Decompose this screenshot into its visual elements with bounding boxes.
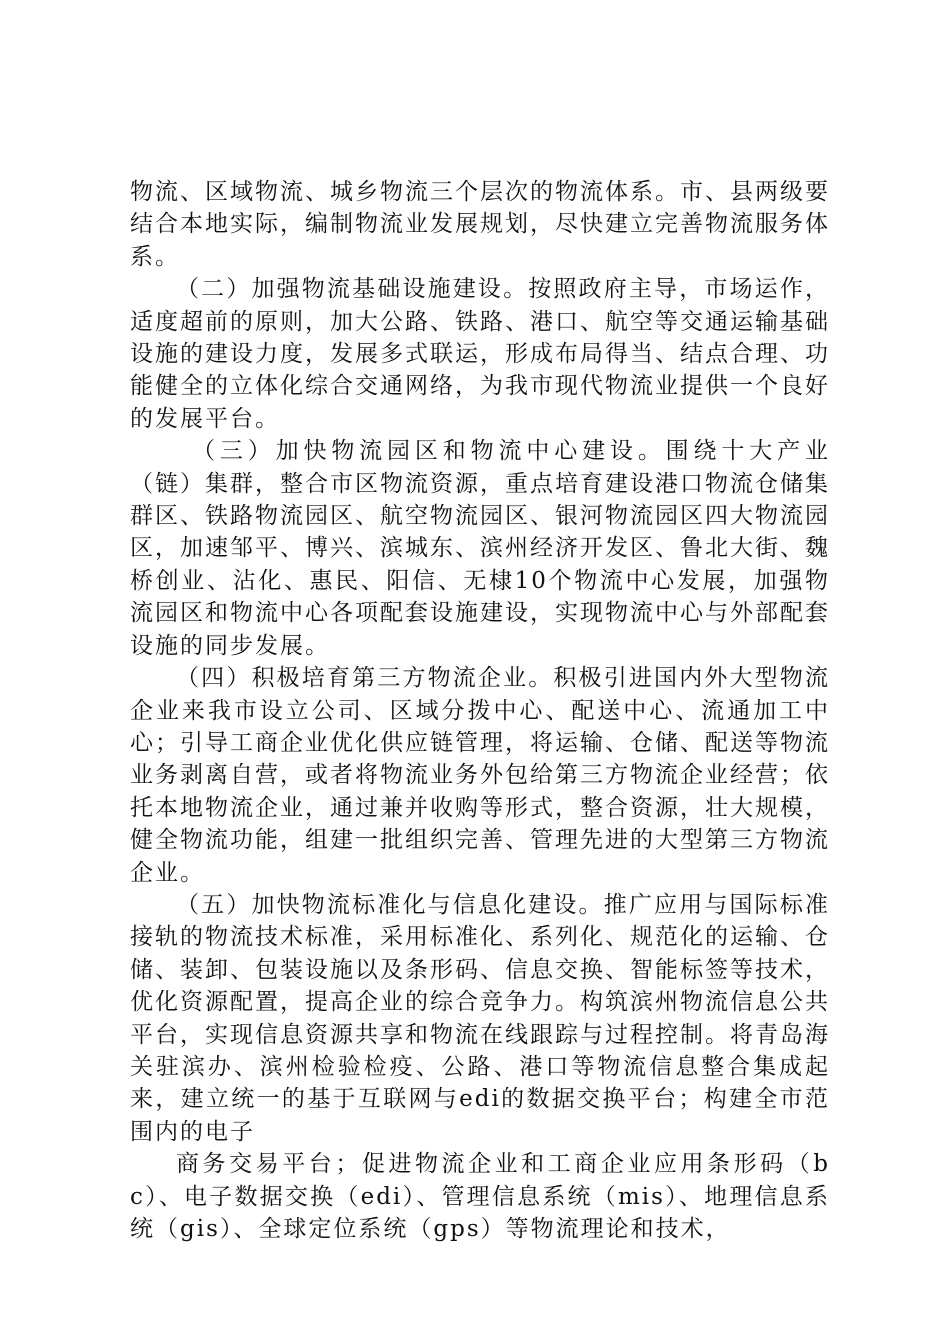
document-body [130, 176, 830, 1245]
paragraph-ecommerce-platform: 商务交易平台；促进物流企业和工商企业应用条形码（bc）、电子数据交换（edi）、管理信息系统（mis）、地理信息系统（gis）、全球定位系统（gps）等物流理论和技术， [130, 1151, 830, 1242]
paragraph-logistics-parks: （三）加快物流园区和物流中心建设。围绕十大产业（链）集群，整合市区物流资源，重点培育建设港口物流仓储集群区、铁路物流园区、航空物流园区、银河物流园区四大物流园区，加速邹平、博兴、滨城东、滨州经济开发区、鲁北大街、魏桥创业、沾化、惠民、阳信、无棣10个物流中心发展，加强物流园区和物流中心各项配套设施建设，实现物流中心与外部配套设施的同步发展。 [130, 438, 830, 659]
paragraph-standardization-informatization: （五）加快物流标准化与信息化建设。推广应用与国际标准接轨的物流技术标准，采用标准化、系列化、规范化的运输、仓储、装卸、包装设施以及条形码、信息交换、智能标签等技术，优化资源配置，提高企业的综合竞争力。构筑滨州物流信息公共平台，实现信息资源共享和物流在线跟踪与过程控制。将青岛海关驻滨办、滨州检验检疫、公路、港口等物流信息整合集成起来，建立统一的基于互联网与edi的数据交换平台；构建全市范围内的电子 [130, 891, 830, 1145]
paragraph-logistics-system: 物流、区域物流、城乡物流三个层次的物流体系。市、县两级要结合本地实际，编制物流业发展规划，尽快建立完善物流服务体系。 [130, 179, 830, 270]
paragraph-infrastructure: （二）加强物流基础设施建设。按照政府主导，市场运作，适度超前的原则，加大公路、铁路、港口、航空等交通运输基础设施的建设力度，发展多式联运，形成布局得当、结点合理、功能健全的立体化综合交通网络，为我市现代物流业提供一个良好的发展平台。 [130, 276, 830, 432]
paragraph-third-party-logistics: （四）积极培育第三方物流企业。积极引进国内外大型物流企业来我市设立公司、区域分拨中心、配送中心、流通加工中心；引导工商企业优化供应链管理，将运输、仓储、配送等物流业务剥离自营，或者将物流业务外包给第三方物流企业经营；依托本地物流企业，通过兼并收购等形式，整合资源，壮大规模，健全物流功能，组建一批组织完善、管理先进的大型第三方物流企业。 [130, 665, 830, 886]
